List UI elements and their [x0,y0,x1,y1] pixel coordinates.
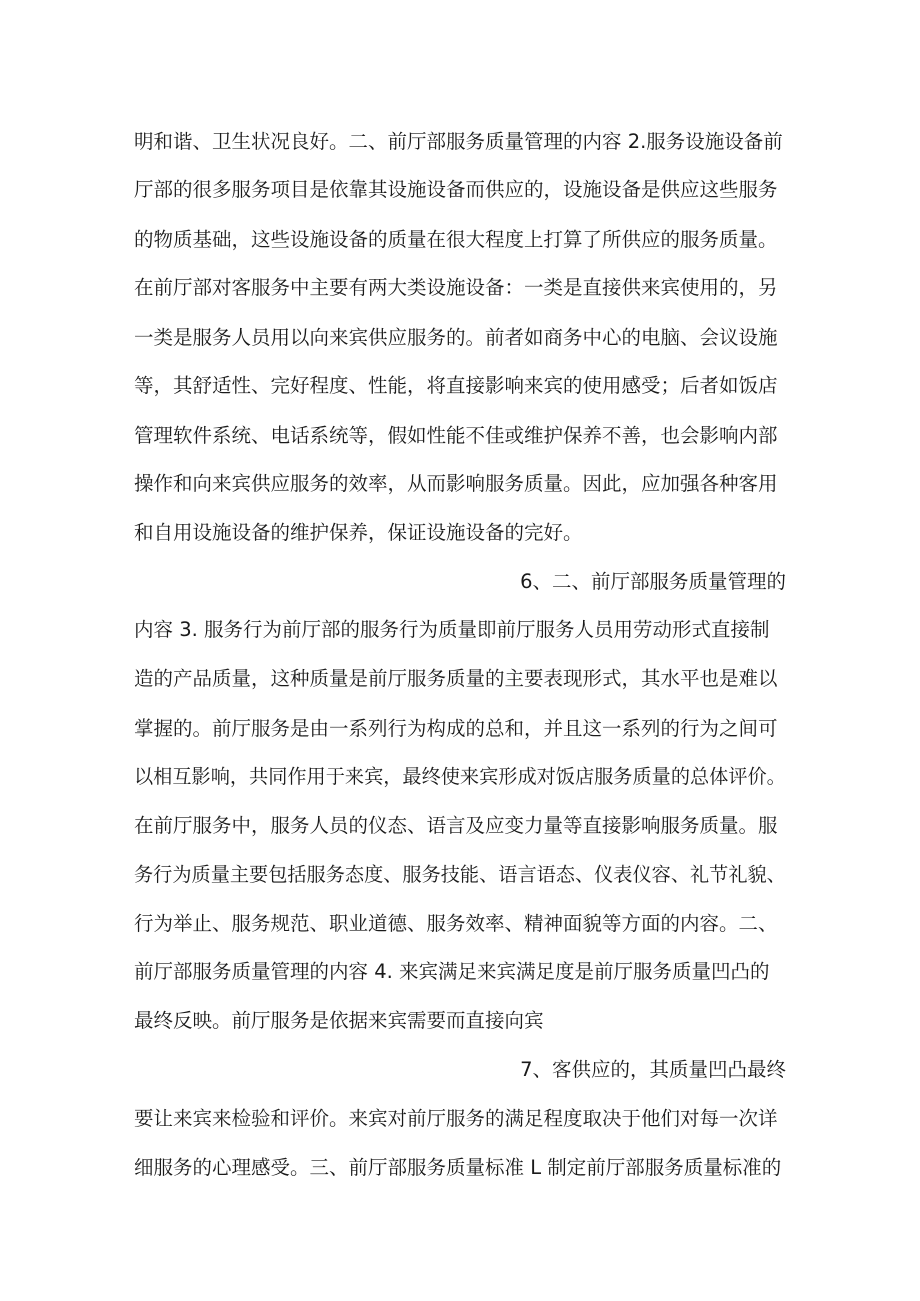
text-line: 内容 3. 服务行为前厅部的服务行为质量即前厅服务人员用劳动形式直接制 [134,618,770,641]
text-line: 务行为质量主要包括服务态度、服务技能、语言语态、仪表仪容、礼节礼貌、 [134,863,786,886]
text-line: 细服务的心理感受。三、前厅部服务质量标准 L 制定前厅部服务质量标准的 [134,1156,782,1179]
text-line: 造的产品质量，这种质量是前厅服务质量的主要表现形式，其水平也是难以 [134,667,778,690]
text-line: 等，其舒适性、完好程度、性能，将直接影响来宾的使用感受；后者如饭店 [134,374,778,397]
text-line: 要让来宾来检验和评价。来宾对前厅服务的满足程度取决于他们对每一次详 [134,1107,778,1130]
text-line: 以相互影响，共同作用于来宾，最终使来宾形成对饭店服务质量的总体评价。 [134,765,786,788]
text-line: 行为举止、服务规范、职业道德、服务效率、精神面貌等方面的内容。二、 [134,912,778,935]
text-line: 明和谐、卫生状况良好。二、前厅部服务质量管理的内容 2.服务设施设备前 [134,130,783,153]
text-line: 在前厅部对客服务中主要有两大类设施设备：一类是直接供来宾使用的，另 [134,276,778,299]
section-heading-7: 7、客供应的，其质量凹凸最终 [520,1058,786,1081]
text-line: 操作和向来宾供应服务的效率，从而影响服务质量。因此，应加强各种客用 [134,472,778,495]
section-heading-6: 6、二、前厅部服务质量管理的 [520,570,786,593]
text-line: 一类是服务人员用以向来宾供应服务的。前者如商务中心的电脑、会议设施 [134,326,778,349]
text-line: 厅部的很多服务项目是依靠其设施设备而供应的，设施设备是供应这些服务 [134,178,778,201]
text-line: 在前厅服务中，服务人员的仪态、语言及应变力量等直接影响服务质量。服 [134,814,778,837]
text-line: 和自用设施设备的维护保养，保证设施设备的完好。 [134,521,583,544]
text-line: 前厅部服务质量管理的内容 4. 来宾满足来宾满足度是前厅服务质量凹凸的 [134,960,770,983]
text-line: 的物质基础，这些设施设备的质量在很大程度上打算了所供应的服务质量。 [134,228,778,251]
text-line: 管理软件系统、电话系统等，假如性能不佳或维护保养不善，也会影响内部 [134,424,778,447]
text-line: 最终反映。前厅服务是依据来宾需要而直接向宾 [134,1009,544,1032]
text-line: 掌握的。前厅服务是由一系列行为构成的总和，并且这一系列的行为之间可 [134,717,778,740]
